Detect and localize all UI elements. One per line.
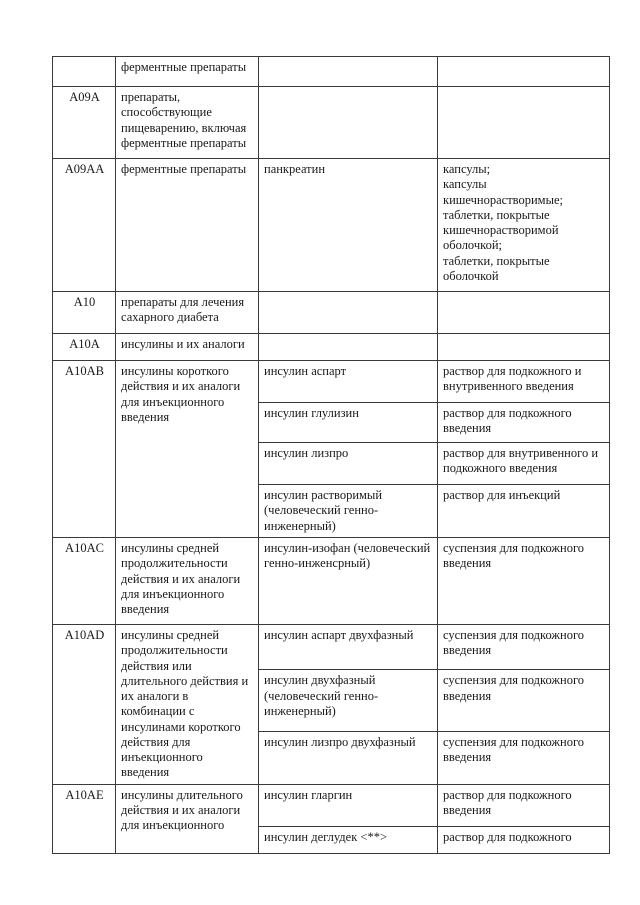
dosage-form-cell: раствор для подкожного xyxy=(438,826,610,853)
drug-name-cell: инсулин аспарт xyxy=(259,361,438,403)
drug-name-cell: инсулин гларгин xyxy=(259,784,438,826)
drug-name-cell: инсулин растворимый (человеческий генно-инженерный) xyxy=(259,485,438,538)
dosage-form-cell: раствор для инъекций xyxy=(438,485,610,538)
drug-name-cell xyxy=(259,334,438,361)
dosage-form-cell: суспензия для подкожного введения xyxy=(438,625,610,670)
group-name-cell: инсулины и их аналоги xyxy=(116,334,259,361)
atc-code-cell: A10AB xyxy=(53,361,116,538)
drug-name-cell: инсулин двухфазный (человеческий генно-инженерный) xyxy=(259,670,438,731)
group-name-cell: инсулины средней продолжительности действия или длительного действия и их аналоги в комбинации с инсулинами короткого действия для инъекционного введения xyxy=(116,625,259,785)
dosage-form-cell xyxy=(438,57,610,87)
atc-code-cell xyxy=(53,57,116,87)
dosage-form-cell: раствор для подкожного введения xyxy=(438,403,610,443)
drug-name-cell xyxy=(259,57,438,87)
drug-name-cell: инсулин лизпро xyxy=(259,443,438,485)
medication-table xyxy=(52,56,610,854)
atc-code-cell: A10A xyxy=(53,334,116,361)
dosage-form-cell: суспензия для подкожного введения xyxy=(438,731,610,784)
drug-name-cell: инсулин глулизин xyxy=(259,403,438,443)
table-row xyxy=(53,292,610,334)
atc-code-cell: A10 xyxy=(53,292,116,334)
group-name-cell: инсулины средней продолжительности действия и их аналоги для инъекционного введения xyxy=(116,538,259,625)
atc-code-cell: A09AA xyxy=(53,159,116,292)
dosage-form-cell: суспензия для подкожного введения xyxy=(438,670,610,731)
dosage-form-cell: суспензия для подкожного введения xyxy=(438,538,610,625)
drug-name-cell: инсулин деглудек <**> xyxy=(259,826,438,853)
atc-code-cell: A10AD xyxy=(53,625,116,785)
group-name-cell: препараты, способствующие пищеварению, включая ферментные препараты xyxy=(116,87,259,159)
drug-name-cell: инсулин лизпро двухфазный xyxy=(259,731,438,784)
table-row xyxy=(53,87,610,159)
drug-name-cell: инсулин-изофан (человеческий генно-инженсрный) xyxy=(259,538,438,625)
table-row xyxy=(53,538,610,625)
table-row xyxy=(53,784,610,826)
dosage-form-cell: раствор для подкожного и внутривенного введения xyxy=(438,361,610,403)
table-row xyxy=(53,57,610,87)
drug-name-cell xyxy=(259,292,438,334)
group-name-cell: препараты для лечения сахарного диабета xyxy=(116,292,259,334)
dosage-form-cell: раствор для внутривенного и подкожного введения xyxy=(438,443,610,485)
drug-name-cell: панкреатин xyxy=(259,159,438,292)
drug-name-cell xyxy=(259,87,438,159)
dosage-form-cell xyxy=(438,292,610,334)
table-row xyxy=(53,334,610,361)
dosage-form-cell xyxy=(438,87,610,159)
group-name-cell: ферментные препараты xyxy=(116,57,259,87)
atc-code-cell: A09A xyxy=(53,87,116,159)
group-name-cell: инсулины короткого действия и их аналоги для инъекционного введения xyxy=(116,361,259,538)
group-name-cell: ферментные препараты xyxy=(116,159,259,292)
table-row xyxy=(53,625,610,670)
atc-code-cell: A10AC xyxy=(53,538,116,625)
dosage-form-cell xyxy=(438,334,610,361)
dosage-form-cell: капсулы; капсулы кишечнорастворимые; таблетки, покрытые кишечнорастворимой оболочкой; таблетки, покрытые оболочкой xyxy=(438,159,610,292)
drug-name-cell: инсулин аспарт двухфазный xyxy=(259,625,438,670)
dosage-form-cell: раствор для подкожного введения xyxy=(438,784,610,826)
group-name-cell: инсулины длительного действия и их аналоги для инъекционного xyxy=(116,784,259,853)
atc-code-cell: A10AE xyxy=(53,784,116,853)
table-row xyxy=(53,361,610,403)
table-row xyxy=(53,159,610,292)
